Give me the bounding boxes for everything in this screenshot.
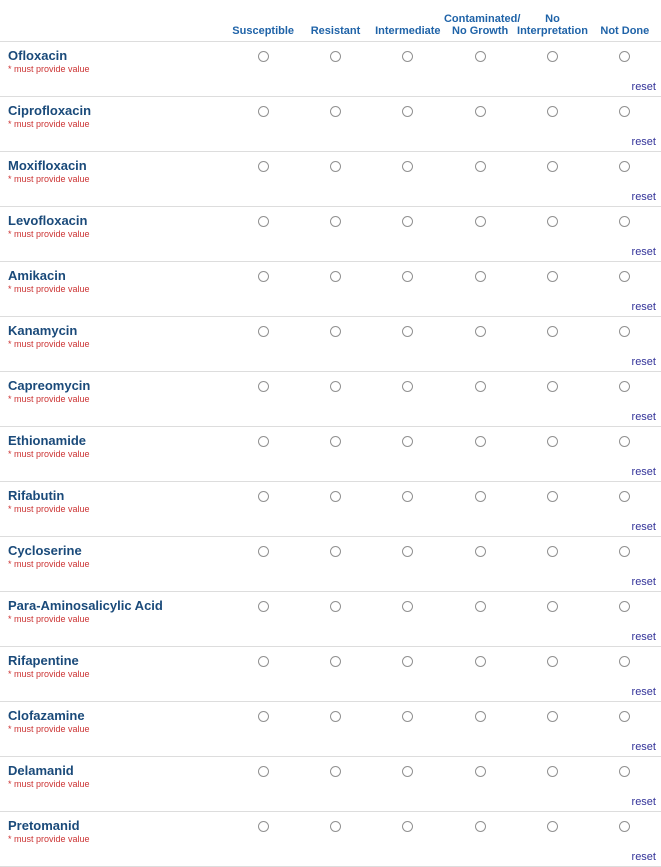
radio-pretomanid-susceptible[interactable] bbox=[258, 821, 269, 832]
column-header-line: Contaminated/ bbox=[443, 13, 521, 25]
radio-para-aminosalicylic-acid-resistant[interactable] bbox=[330, 601, 341, 612]
radio-amikacin-not-done[interactable] bbox=[619, 271, 630, 282]
required-note: * must provide value bbox=[8, 339, 90, 349]
radio-kanamycin-susceptible[interactable] bbox=[258, 326, 269, 337]
radio-moxifloxacin-no-interpretation[interactable] bbox=[547, 161, 558, 172]
column-header-line: No bbox=[545, 13, 560, 25]
drug-label: Moxifloxacin bbox=[8, 158, 87, 173]
radio-cell bbox=[589, 372, 661, 427]
required-note: * must provide value bbox=[8, 614, 90, 624]
radio-cell bbox=[227, 812, 299, 867]
header-spacer bbox=[0, 0, 227, 42]
radio-cell bbox=[516, 812, 588, 867]
radio-capreomycin-not-done[interactable] bbox=[619, 381, 630, 392]
radio-moxifloxacin-resistant[interactable] bbox=[330, 161, 341, 172]
reset-link[interactable]: reset bbox=[631, 576, 656, 588]
radio-cell bbox=[299, 262, 371, 317]
drug-row-moxifloxacin bbox=[0, 152, 661, 207]
required-note: * must provide value bbox=[8, 504, 90, 514]
radio-para-aminosalicylic-acid-no-interpretation[interactable] bbox=[547, 601, 558, 612]
column-header-no-interpretation bbox=[516, 0, 588, 42]
radio-cell bbox=[299, 537, 371, 592]
radio-capreomycin-intermediate[interactable] bbox=[402, 381, 413, 392]
drug-row-delamanid bbox=[0, 757, 661, 812]
radio-cell bbox=[372, 262, 444, 317]
radio-delamanid-intermediate[interactable] bbox=[402, 766, 413, 777]
drug-label: Para-Aminosalicylic Acid bbox=[8, 598, 163, 613]
radio-ethionamide-no-interpretation[interactable] bbox=[547, 436, 558, 447]
drug-label-cell bbox=[0, 262, 227, 317]
drug-label: Clofazamine bbox=[8, 708, 85, 723]
radio-cell bbox=[299, 647, 371, 702]
drug-label-cell bbox=[0, 757, 227, 812]
radio-levofloxacin-resistant[interactable] bbox=[330, 216, 341, 227]
drug-label: Ethionamide bbox=[8, 433, 87, 448]
reset-link[interactable]: reset bbox=[631, 686, 656, 698]
radio-cell bbox=[227, 592, 299, 647]
radio-clofazamine-susceptible[interactable] bbox=[258, 711, 269, 722]
radio-cell bbox=[444, 812, 516, 867]
radio-cell bbox=[589, 537, 661, 592]
reset-link[interactable]: reset bbox=[631, 136, 656, 148]
radio-cell bbox=[444, 427, 516, 482]
radio-rifabutin-susceptible[interactable] bbox=[258, 491, 269, 502]
radio-ethionamide-resistant[interactable] bbox=[330, 436, 341, 447]
radio-para-aminosalicylic-acid-intermediate[interactable] bbox=[402, 601, 413, 612]
drug-row-rifabutin bbox=[0, 482, 661, 537]
drug-row-cycloserine bbox=[0, 537, 661, 592]
drug-label-cell bbox=[0, 647, 227, 702]
radio-cell bbox=[589, 427, 661, 482]
drug-label: Ofloxacin bbox=[8, 48, 68, 63]
reset-link[interactable]: reset bbox=[631, 521, 656, 533]
radio-cell bbox=[227, 757, 299, 812]
radio-cell bbox=[444, 592, 516, 647]
radio-ofloxacin-not-done[interactable] bbox=[619, 51, 630, 62]
radio-kanamycin-contaminated-no-growth[interactable] bbox=[475, 326, 486, 337]
radio-cycloserine-resistant[interactable] bbox=[330, 546, 341, 557]
column-header-contaminated-no-growth bbox=[443, 0, 521, 42]
drug-row-rifapentine bbox=[0, 647, 661, 702]
radio-cell bbox=[516, 262, 588, 317]
radio-cell bbox=[227, 427, 299, 482]
radio-rifapentine-intermediate[interactable] bbox=[402, 656, 413, 667]
drug-label-cell bbox=[0, 152, 227, 207]
radio-cell bbox=[444, 97, 516, 152]
reset-link[interactable]: reset bbox=[631, 81, 656, 93]
drug-label-cell bbox=[0, 97, 227, 152]
column-header-line: Resistant bbox=[310, 25, 361, 37]
radio-cell bbox=[444, 317, 516, 372]
drug-label-cell bbox=[0, 592, 227, 647]
radio-cycloserine-contaminated-no-growth[interactable] bbox=[475, 546, 486, 557]
radio-rifapentine-no-interpretation[interactable] bbox=[547, 656, 558, 667]
radio-cell bbox=[589, 207, 661, 262]
radio-ofloxacin-intermediate[interactable] bbox=[402, 51, 413, 62]
radio-cell bbox=[444, 262, 516, 317]
reset-link[interactable]: reset bbox=[631, 411, 656, 423]
radio-cycloserine-no-interpretation[interactable] bbox=[547, 546, 558, 557]
radio-cell bbox=[372, 537, 444, 592]
radio-cell bbox=[372, 207, 444, 262]
drug-row-ofloxacin bbox=[0, 42, 661, 97]
drug-label-cell bbox=[0, 42, 227, 97]
drug-label: Ciprofloxacin bbox=[8, 103, 92, 118]
radio-cell bbox=[589, 262, 661, 317]
drug-label: Pretomanid bbox=[8, 818, 80, 833]
column-header-susceptible bbox=[227, 0, 299, 42]
radio-cell bbox=[299, 97, 371, 152]
radio-cell bbox=[516, 42, 588, 97]
radio-cell bbox=[589, 42, 661, 97]
radio-cell bbox=[227, 537, 299, 592]
drug-row-capreomycin bbox=[0, 372, 661, 427]
drug-label-cell bbox=[0, 537, 227, 592]
required-note: * must provide value bbox=[8, 559, 90, 569]
radio-capreomycin-susceptible[interactable] bbox=[258, 381, 269, 392]
radio-cell bbox=[516, 592, 588, 647]
reset-link[interactable]: reset bbox=[631, 191, 656, 203]
column-header-not-done bbox=[589, 0, 661, 42]
radio-cell bbox=[516, 372, 588, 427]
radio-moxifloxacin-intermediate[interactable] bbox=[402, 161, 413, 172]
radio-amikacin-resistant[interactable] bbox=[330, 271, 341, 282]
drug-label: Cycloserine bbox=[8, 543, 82, 558]
radio-cell bbox=[372, 647, 444, 702]
radio-delamanid-not-done[interactable] bbox=[619, 766, 630, 777]
radio-ethionamide-contaminated-no-growth[interactable] bbox=[475, 436, 486, 447]
radio-capreomycin-resistant[interactable] bbox=[330, 381, 341, 392]
radio-ofloxacin-susceptible[interactable] bbox=[258, 51, 269, 62]
radio-cell bbox=[444, 537, 516, 592]
radio-delamanid-susceptible[interactable] bbox=[258, 766, 269, 777]
radio-cell bbox=[227, 42, 299, 97]
radio-clofazamine-no-interpretation[interactable] bbox=[547, 711, 558, 722]
required-note: * must provide value bbox=[8, 64, 90, 74]
reset-link[interactable]: reset bbox=[631, 356, 656, 368]
radio-cell bbox=[299, 702, 371, 757]
matrix-header bbox=[0, 0, 661, 42]
radio-cell bbox=[516, 152, 588, 207]
radio-moxifloxacin-contaminated-no-growth[interactable] bbox=[475, 161, 486, 172]
radio-rifapentine-resistant[interactable] bbox=[330, 656, 341, 667]
radio-cell bbox=[589, 592, 661, 647]
radio-cell bbox=[372, 427, 444, 482]
radio-kanamycin-no-interpretation[interactable] bbox=[547, 326, 558, 337]
radio-capreomycin-no-interpretation[interactable] bbox=[547, 381, 558, 392]
radio-amikacin-no-interpretation[interactable] bbox=[547, 271, 558, 282]
radio-levofloxacin-not-done[interactable] bbox=[619, 216, 630, 227]
drug-label-cell bbox=[0, 372, 227, 427]
radio-cell bbox=[516, 757, 588, 812]
reset-link[interactable]: reset bbox=[631, 851, 656, 863]
radio-cell bbox=[299, 317, 371, 372]
radio-ciprofloxacin-intermediate[interactable] bbox=[402, 106, 413, 117]
drug-row-clofazamine bbox=[0, 702, 661, 757]
drug-label-cell bbox=[0, 317, 227, 372]
radio-delamanid-resistant[interactable] bbox=[330, 766, 341, 777]
radio-cell bbox=[589, 482, 661, 537]
drug-row-ciprofloxacin bbox=[0, 97, 661, 152]
drug-row-para-aminosalicylic-acid bbox=[0, 592, 661, 647]
drug-row-kanamycin bbox=[0, 317, 661, 372]
radio-cell bbox=[299, 42, 371, 97]
radio-cell bbox=[589, 647, 661, 702]
drug-label-cell bbox=[0, 812, 227, 867]
radio-amikacin-contaminated-no-growth[interactable] bbox=[475, 271, 486, 282]
column-header-intermediate bbox=[372, 0, 444, 42]
radio-pretomanid-resistant[interactable] bbox=[330, 821, 341, 832]
radio-capreomycin-contaminated-no-growth[interactable] bbox=[475, 381, 486, 392]
radio-cell bbox=[299, 812, 371, 867]
required-note: * must provide value bbox=[8, 669, 90, 679]
radio-clofazamine-not-done[interactable] bbox=[619, 711, 630, 722]
drug-label-cell bbox=[0, 702, 227, 757]
radio-delamanid-contaminated-no-growth[interactable] bbox=[475, 766, 486, 777]
required-note: * must provide value bbox=[8, 394, 90, 404]
radio-cell bbox=[227, 372, 299, 427]
radio-cell bbox=[372, 372, 444, 427]
radio-cell bbox=[516, 97, 588, 152]
radio-cell bbox=[444, 42, 516, 97]
radio-delamanid-no-interpretation[interactable] bbox=[547, 766, 558, 777]
required-note: * must provide value bbox=[8, 284, 90, 294]
column-header-line: Intermediate bbox=[375, 25, 441, 37]
radio-clofazamine-intermediate[interactable] bbox=[402, 711, 413, 722]
radio-cell bbox=[589, 97, 661, 152]
drug-label: Capreomycin bbox=[8, 378, 91, 393]
radio-ciprofloxacin-susceptible[interactable] bbox=[258, 106, 269, 117]
radio-cell bbox=[444, 482, 516, 537]
radio-pretomanid-no-interpretation[interactable] bbox=[547, 821, 558, 832]
required-note: * must provide value bbox=[8, 174, 90, 184]
radio-cell bbox=[589, 702, 661, 757]
radio-rifabutin-intermediate[interactable] bbox=[402, 491, 413, 502]
radio-levofloxacin-contaminated-no-growth[interactable] bbox=[475, 216, 486, 227]
radio-cell bbox=[516, 482, 588, 537]
reset-link[interactable]: reset bbox=[631, 246, 656, 258]
required-note: * must provide value bbox=[8, 724, 90, 734]
radio-cell bbox=[299, 757, 371, 812]
radio-ciprofloxacin-not-done[interactable] bbox=[619, 106, 630, 117]
radio-cell bbox=[444, 152, 516, 207]
radio-cell bbox=[372, 97, 444, 152]
radio-cell bbox=[227, 317, 299, 372]
radio-rifabutin-resistant[interactable] bbox=[330, 491, 341, 502]
radio-cell bbox=[299, 152, 371, 207]
radio-amikacin-intermediate[interactable] bbox=[402, 271, 413, 282]
reset-link[interactable]: reset bbox=[631, 796, 656, 808]
radio-cell bbox=[299, 592, 371, 647]
drug-label-cell bbox=[0, 482, 227, 537]
drug-row-levofloxacin bbox=[0, 207, 661, 262]
radio-cell bbox=[227, 647, 299, 702]
radio-cell bbox=[372, 592, 444, 647]
radio-cell bbox=[227, 262, 299, 317]
radio-cell bbox=[227, 152, 299, 207]
drug-label: Delamanid bbox=[8, 763, 74, 778]
radio-para-aminosalicylic-acid-contaminated-no-growth[interactable] bbox=[475, 601, 486, 612]
column-header-line: Not Done bbox=[600, 25, 650, 37]
radio-cell bbox=[444, 207, 516, 262]
radio-cell bbox=[372, 317, 444, 372]
radio-cell bbox=[444, 702, 516, 757]
radio-ciprofloxacin-resistant[interactable] bbox=[330, 106, 341, 117]
radio-cell bbox=[372, 482, 444, 537]
column-header-resistant bbox=[299, 0, 371, 42]
reset-link[interactable]: reset bbox=[631, 741, 656, 753]
drug-label: Rifapentine bbox=[8, 653, 79, 668]
column-header-line: No Growth bbox=[452, 25, 509, 37]
radio-ethionamide-intermediate[interactable] bbox=[402, 436, 413, 447]
radio-cell bbox=[589, 152, 661, 207]
radio-rifabutin-not-done[interactable] bbox=[619, 491, 630, 502]
radio-para-aminosalicylic-acid-susceptible[interactable] bbox=[258, 601, 269, 612]
radio-cycloserine-not-done[interactable] bbox=[619, 546, 630, 557]
radio-cell bbox=[516, 537, 588, 592]
radio-cell bbox=[372, 702, 444, 757]
radio-cell bbox=[589, 812, 661, 867]
column-header-line: Susceptible bbox=[232, 25, 295, 37]
radio-cell bbox=[372, 152, 444, 207]
radio-cell bbox=[372, 42, 444, 97]
radio-ciprofloxacin-contaminated-no-growth[interactable] bbox=[475, 106, 486, 117]
required-note: * must provide value bbox=[8, 779, 90, 789]
radio-rifapentine-not-done[interactable] bbox=[619, 656, 630, 667]
drug-label: Kanamycin bbox=[8, 323, 78, 338]
radio-ethionamide-susceptible[interactable] bbox=[258, 436, 269, 447]
required-note: * must provide value bbox=[8, 119, 90, 129]
radio-cell bbox=[299, 372, 371, 427]
radio-ofloxacin-no-interpretation[interactable] bbox=[547, 51, 558, 62]
radio-levofloxacin-no-interpretation[interactable] bbox=[547, 216, 558, 227]
radio-para-aminosalicylic-acid-not-done[interactable] bbox=[619, 601, 630, 612]
radio-pretomanid-intermediate[interactable] bbox=[402, 821, 413, 832]
radio-cell bbox=[444, 372, 516, 427]
radio-pretomanid-not-done[interactable] bbox=[619, 821, 630, 832]
radio-cell bbox=[227, 702, 299, 757]
radio-cell bbox=[299, 427, 371, 482]
required-note: * must provide value bbox=[8, 449, 90, 459]
radio-moxifloxacin-not-done[interactable] bbox=[619, 161, 630, 172]
reset-link[interactable]: reset bbox=[631, 301, 656, 313]
column-header-line: Interpretation bbox=[517, 25, 588, 37]
drug-label-cell bbox=[0, 427, 227, 482]
drug-row-ethionamide bbox=[0, 427, 661, 482]
radio-ciprofloxacin-no-interpretation[interactable] bbox=[547, 106, 558, 117]
radio-rifapentine-contaminated-no-growth[interactable] bbox=[475, 656, 486, 667]
radio-rifabutin-contaminated-no-growth[interactable] bbox=[475, 491, 486, 502]
radio-cell bbox=[299, 482, 371, 537]
radio-cycloserine-intermediate[interactable] bbox=[402, 546, 413, 557]
reset-link[interactable]: reset bbox=[631, 466, 656, 478]
radio-kanamycin-resistant[interactable] bbox=[330, 326, 341, 337]
required-note: * must provide value bbox=[8, 229, 90, 239]
radio-cell bbox=[299, 207, 371, 262]
radio-ofloxacin-resistant[interactable] bbox=[330, 51, 341, 62]
radio-clofazamine-resistant[interactable] bbox=[330, 711, 341, 722]
radio-amikacin-susceptible[interactable] bbox=[258, 271, 269, 282]
radio-cell bbox=[444, 647, 516, 702]
radio-cell bbox=[516, 702, 588, 757]
drug-label: Amikacin bbox=[8, 268, 66, 283]
radio-cell bbox=[516, 647, 588, 702]
radio-clofazamine-contaminated-no-growth[interactable] bbox=[475, 711, 486, 722]
required-note: * must provide value bbox=[8, 834, 90, 844]
radio-cell bbox=[372, 757, 444, 812]
radio-cell bbox=[444, 757, 516, 812]
radio-kanamycin-intermediate[interactable] bbox=[402, 326, 413, 337]
radio-ethionamide-not-done[interactable] bbox=[619, 436, 630, 447]
radio-pretomanid-contaminated-no-growth[interactable] bbox=[475, 821, 486, 832]
radio-cell bbox=[516, 427, 588, 482]
radio-rifapentine-susceptible[interactable] bbox=[258, 656, 269, 667]
drug-row-pretomanid bbox=[0, 812, 661, 867]
radio-cell bbox=[516, 207, 588, 262]
drug-label: Rifabutin bbox=[8, 488, 65, 503]
radio-cell bbox=[589, 317, 661, 372]
drug-row-amikacin bbox=[0, 262, 661, 317]
radio-levofloxacin-susceptible[interactable] bbox=[258, 216, 269, 227]
radio-moxifloxacin-susceptible[interactable] bbox=[258, 161, 269, 172]
radio-kanamycin-not-done[interactable] bbox=[619, 326, 630, 337]
radio-cell bbox=[372, 812, 444, 867]
radio-cell bbox=[227, 207, 299, 262]
reset-link[interactable]: reset bbox=[631, 631, 656, 643]
radio-ofloxacin-contaminated-no-growth[interactable] bbox=[475, 51, 486, 62]
drug-label-cell bbox=[0, 207, 227, 262]
drug-label: Levofloxacin bbox=[8, 213, 88, 228]
radio-cell bbox=[516, 317, 588, 372]
radio-cell bbox=[227, 97, 299, 152]
radio-cell bbox=[227, 482, 299, 537]
radio-rifabutin-no-interpretation[interactable] bbox=[547, 491, 558, 502]
radio-levofloxacin-intermediate[interactable] bbox=[402, 216, 413, 227]
radio-cycloserine-susceptible[interactable] bbox=[258, 546, 269, 557]
radio-cell bbox=[589, 757, 661, 812]
